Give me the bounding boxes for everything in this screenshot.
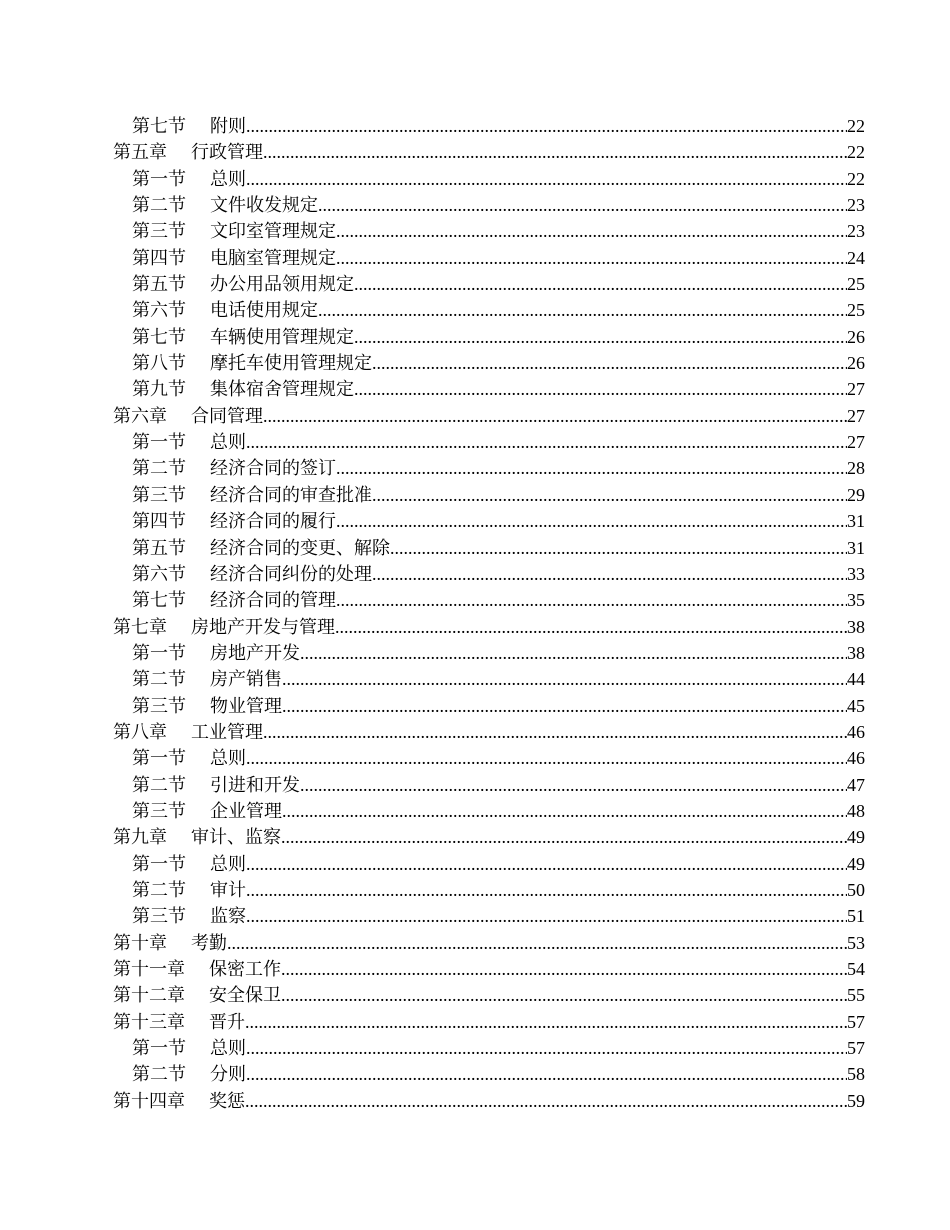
toc-entry-title: 电话使用规定 [210, 300, 318, 322]
toc-entry-number: 第十二章 [113, 985, 185, 1007]
toc-entry-number: 第六节 [132, 563, 186, 585]
toc-entry-title: 附则 [210, 116, 246, 137]
toc-dot-leader [318, 297, 847, 323]
toc-entry-title: 办公用品领用规定 [210, 274, 354, 296]
toc-entry-page: 27 [847, 405, 865, 426]
toc-entry-number: 第一节 [132, 748, 186, 770]
toc-section-entry[interactable] [113, 350, 865, 376]
toc-entry-page: 58 [847, 1064, 865, 1085]
toc-dot-leader [281, 824, 847, 850]
toc-entry-title: 经济合同的审查批准 [210, 484, 372, 506]
toc-entry-title: 房地产开发与管理 [191, 616, 335, 638]
toc-entry-page: 38 [847, 642, 865, 663]
toc-entry-page: 26 [847, 326, 865, 347]
toc-dot-leader [227, 930, 847, 956]
toc-section-entry[interactable] [113, 587, 865, 613]
toc-entry-title: 总则 [210, 432, 246, 454]
toc-dot-leader [336, 245, 847, 271]
toc-section-entry[interactable] [113, 455, 865, 481]
toc-entry-number: 第二节 [132, 195, 186, 217]
toc-entry-page: 35 [847, 590, 865, 611]
toc-section-entry[interactable] [113, 693, 865, 719]
toc-chapter-entry[interactable] [113, 719, 865, 745]
toc-entry-title: 审计、监察 [191, 827, 281, 849]
toc-entry-page: 48 [847, 800, 865, 821]
toc-dot-leader [282, 666, 847, 692]
toc-entry-number: 第二节 [132, 458, 186, 480]
toc-dot-leader [335, 614, 847, 640]
toc-entry-page: 29 [847, 484, 865, 505]
toc-entry-title: 安全保卫 [209, 985, 281, 1007]
toc-entry-title: 文件收发规定 [210, 195, 318, 217]
toc-entry-number: 第十四章 [113, 1090, 185, 1112]
toc-entry-number: 第五节 [132, 274, 186, 296]
toc-dot-leader [282, 798, 847, 824]
toc-section-entry[interactable] [113, 1035, 865, 1061]
toc-entry-number: 第一节 [132, 168, 186, 190]
toc-dot-leader [282, 693, 847, 719]
toc-section-entry[interactable] [113, 218, 865, 244]
toc-entry-page: 57 [847, 1011, 865, 1032]
toc-entry-number: 第三节 [132, 906, 186, 928]
toc-dot-leader [263, 719, 847, 745]
toc-entry-number: 第六节 [132, 300, 186, 322]
toc-dot-leader [372, 561, 847, 587]
toc-dot-leader [354, 271, 847, 297]
toc-entry-title: 经济合同的履行 [210, 511, 336, 533]
toc-entry-number: 第二节 [132, 774, 186, 796]
toc-entry-page: 45 [847, 695, 865, 716]
toc-section-entry[interactable] [113, 535, 865, 561]
toc-chapter-entry[interactable] [113, 1009, 865, 1035]
toc-dot-leader [246, 113, 847, 139]
toc-section-entry[interactable] [113, 1061, 865, 1087]
toc-dot-leader [300, 772, 847, 798]
toc-entry-page: 38 [847, 616, 865, 637]
toc-entry-title: 审计 [210, 879, 246, 901]
toc-dot-leader [336, 455, 847, 481]
toc-dot-leader [246, 877, 847, 903]
toc-chapter-entry[interactable] [113, 956, 865, 982]
toc-entry-number: 第八章 [113, 721, 167, 743]
toc-entry-number: 第七节 [132, 590, 186, 612]
toc-entry-number: 第四节 [132, 247, 186, 269]
toc-section-entry[interactable] [113, 798, 865, 824]
toc-entry-title: 奖惩 [209, 1090, 245, 1112]
toc-entry-page: 46 [847, 748, 865, 769]
toc-entry-number: 第七节 [132, 326, 186, 348]
toc-entry-number: 第四节 [132, 511, 186, 533]
toc-entry-page: 49 [847, 827, 865, 848]
toc-entry-page: 33 [847, 563, 865, 584]
toc-entry-title: 文印室管理规定 [210, 221, 336, 243]
toc-section-entry[interactable] [113, 482, 865, 508]
toc-entry-page: 22 [847, 116, 865, 136]
toc-dot-leader [246, 1035, 847, 1061]
toc-entry-number: 第十章 [113, 932, 167, 954]
toc-entry-title: 物业管理 [210, 695, 282, 717]
toc-entry-title: 考勤 [191, 932, 227, 954]
toc-dot-leader [336, 508, 847, 534]
toc-entry-number: 第七节 [132, 116, 186, 137]
toc-entry-page: 47 [847, 774, 865, 795]
toc-entry-number: 第二节 [132, 669, 186, 691]
toc-section-entry[interactable] [113, 271, 865, 297]
toc-entry-title: 经济合同纠份的处理 [210, 563, 372, 585]
toc-entry-page: 31 [847, 511, 865, 532]
toc-section-entry[interactable] [113, 376, 865, 402]
toc-entry-title: 企业管理 [210, 800, 282, 822]
toc-entry-number: 第三节 [132, 484, 186, 506]
toc-entry-number: 第三节 [132, 695, 186, 717]
toc-entry-page: 53 [847, 932, 865, 953]
toc-entry-number: 第十一章 [113, 959, 185, 980]
toc-section-entry[interactable] [113, 508, 865, 534]
toc-chapter-entry[interactable] [113, 824, 865, 850]
toc-entry-page: 27 [847, 432, 865, 453]
toc-dot-leader [263, 403, 847, 429]
toc-section-entry[interactable] [113, 640, 865, 666]
toc-entry-title: 引进和开发 [210, 774, 300, 796]
toc-entry-title: 总则 [210, 853, 246, 875]
toc-entry-page: 28 [847, 458, 865, 479]
toc-dot-leader [246, 166, 847, 192]
toc-entry-page: 27 [847, 379, 865, 400]
toc-entry-page: 25 [847, 300, 865, 321]
toc-entry-page: 31 [847, 537, 865, 558]
toc-entry-number: 第五章 [113, 142, 167, 164]
toc-dot-leader [281, 982, 847, 1008]
toc-entry-number: 第一节 [132, 1038, 186, 1060]
toc-entry-number: 第九章 [113, 827, 167, 849]
toc-chapter-entry[interactable] [113, 930, 865, 956]
toc-entry-page: 24 [847, 247, 865, 268]
toc-entry-number: 第七章 [113, 616, 167, 638]
toc-dot-leader [245, 1088, 847, 1114]
toc-entry-title: 经济合同的变更、解除 [210, 537, 390, 559]
toc-dot-leader [300, 640, 847, 666]
toc-section-entry[interactable] [113, 113, 865, 139]
toc-section-entry[interactable] [113, 772, 865, 798]
toc-entry-page: 23 [847, 221, 865, 242]
toc-section-entry[interactable] [113, 245, 865, 271]
toc-entry-title: 集体宿舍管理规定 [210, 379, 354, 401]
toc-entry-title: 分则 [210, 1064, 246, 1086]
toc-entry-page: 26 [847, 353, 865, 374]
table-of-contents [113, 113, 865, 1114]
toc-entry-page: 22 [847, 142, 865, 163]
toc-entry-number: 第十三章 [113, 1011, 185, 1033]
toc-dot-leader [281, 956, 847, 982]
toc-chapter-entry[interactable] [113, 982, 865, 1008]
toc-entry-title: 合同管理 [191, 405, 263, 427]
toc-entry-number: 第三节 [132, 800, 186, 822]
toc-dot-leader [372, 482, 847, 508]
toc-dot-leader [336, 218, 847, 244]
toc-entry-page: 55 [847, 985, 865, 1006]
toc-dot-leader [246, 851, 847, 877]
toc-section-entry[interactable] [113, 903, 865, 929]
toc-section-entry[interactable] [113, 877, 865, 903]
toc-dot-leader [372, 350, 847, 376]
toc-section-entry[interactable] [113, 429, 865, 455]
toc-section-entry[interactable] [113, 297, 865, 323]
toc-entry-title: 行政管理 [191, 142, 263, 164]
toc-entry-number: 第三节 [132, 221, 186, 243]
toc-entry-page: 49 [847, 853, 865, 874]
toc-entry-number: 第二节 [132, 879, 186, 901]
toc-chapter-entry[interactable] [113, 1088, 865, 1114]
toc-entry-title: 电脑室管理规定 [210, 247, 336, 269]
toc-dot-leader [390, 535, 847, 561]
toc-entry-page: 51 [847, 906, 865, 927]
toc-dot-leader [354, 376, 847, 402]
toc-entry-number: 第一节 [132, 642, 186, 664]
toc-dot-leader [245, 1009, 847, 1035]
toc-entry-title: 总则 [210, 1038, 246, 1060]
toc-section-entry[interactable] [113, 745, 865, 771]
toc-entry-number: 第九节 [132, 379, 186, 401]
toc-dot-leader [318, 192, 847, 218]
toc-entry-page: 44 [847, 669, 865, 690]
toc-dot-leader [246, 745, 847, 771]
toc-entry-title: 经济合同的签订 [210, 458, 336, 480]
toc-entry-title: 晋升 [209, 1011, 245, 1033]
toc-entry-title: 房地产开发 [210, 642, 300, 664]
toc-entry-number: 第五节 [132, 537, 186, 559]
toc-entry-title: 总则 [210, 748, 246, 770]
toc-entry-title: 经济合同的管理 [210, 590, 336, 612]
toc-section-entry[interactable] [113, 324, 865, 350]
toc-dot-leader [336, 587, 847, 613]
toc-entry-title: 车辆使用管理规定 [210, 326, 354, 348]
toc-dot-leader [263, 139, 847, 165]
toc-entry-page: 59 [847, 1090, 865, 1111]
toc-section-entry[interactable] [113, 851, 865, 877]
toc-section-entry[interactable] [113, 166, 865, 192]
toc-entry-page: 22 [847, 168, 865, 189]
toc-dot-leader [246, 429, 847, 455]
toc-dot-leader [354, 324, 847, 350]
toc-section-entry[interactable] [113, 561, 865, 587]
toc-entry-title: 工业管理 [191, 721, 263, 743]
toc-entry-page: 46 [847, 721, 865, 742]
toc-entry-title: 总则 [210, 168, 246, 190]
toc-dot-leader [246, 903, 847, 929]
toc-chapter-entry[interactable] [113, 139, 865, 165]
toc-entry-number: 第二节 [132, 1064, 186, 1086]
toc-entry-page: 54 [847, 959, 865, 979]
toc-entry-title: 摩托车使用管理规定 [210, 353, 372, 375]
toc-entry-page: 25 [847, 274, 865, 295]
toc-entry-number: 第六章 [113, 405, 167, 427]
toc-entry-title: 监察 [210, 906, 246, 928]
toc-entry-number: 第八节 [132, 353, 186, 375]
toc-entry-title: 保密工作 [209, 959, 281, 980]
toc-entry-title: 房产销售 [210, 669, 282, 691]
toc-entry-page: 57 [847, 1038, 865, 1059]
toc-entry-number: 第一节 [132, 853, 186, 875]
toc-entry-number: 第一节 [132, 432, 186, 454]
toc-entry-page: 23 [847, 195, 865, 216]
toc-section-entry[interactable] [113, 666, 865, 692]
toc-chapter-entry[interactable] [113, 403, 865, 429]
toc-section-entry[interactable] [113, 192, 865, 218]
toc-chapter-entry[interactable] [113, 614, 865, 640]
toc-entry-page: 50 [847, 879, 865, 900]
toc-dot-leader [246, 1061, 847, 1087]
